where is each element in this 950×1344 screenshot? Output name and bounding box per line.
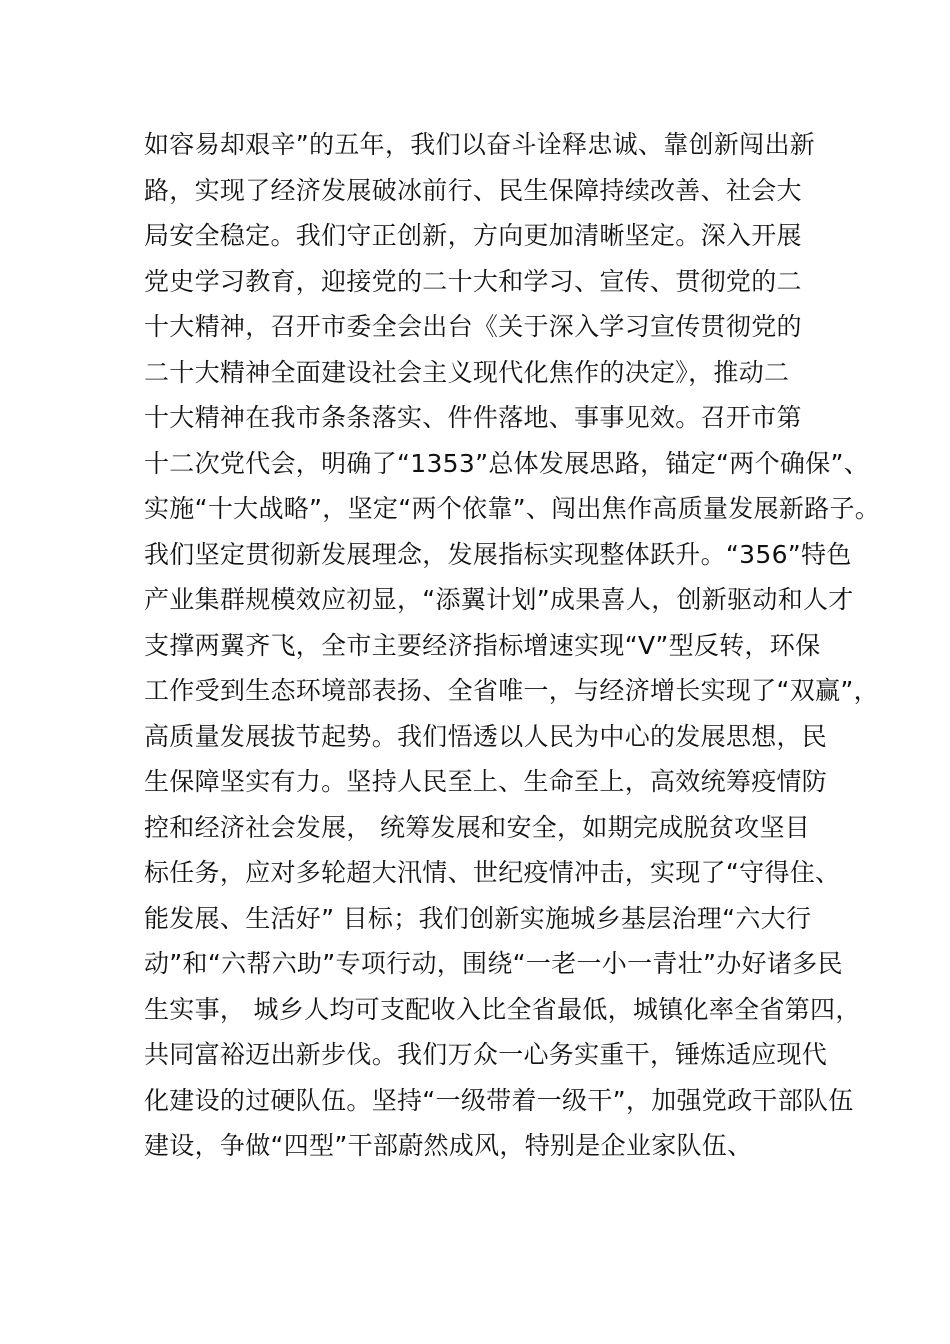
text-line: 生保障坚实有力。坚持人民至上、生命至上，高效统筹疫情防 [144,767,828,796]
text-line: 标任务，应对多轮超大汛情、世纪疫情冲击，实现了“守得住、 [144,858,841,887]
text-line: 十大精神在我市条条落实、件件落地、事事见效。召开市第 [144,403,802,432]
text-line: 化建设的过硬队伍。坚持“一级带着一级干”，加强党政干部队伍 [144,1085,854,1115]
text-line: 支撑两翼齐飞，全市主要经济指标增速实现“V”型反转，环保 [144,630,821,660]
text-line: 生实事， 城乡人均可支配收入比全省最低，城镇化率全省第四， [144,994,861,1024]
text-line: 共同富裕迈出新步伐。我们万众一心务实重干，锤炼适应现代 [144,1040,828,1069]
text-line: 建设，争做“四型”干部蔚然成风，特别是企业家队伍、 [144,1131,753,1160]
text-line: 工作受到生态环境部表扬、全省唯一，与经济增长实现了“双赢”， [144,676,879,705]
text-line: 局安全稳定。我们守正创新，方向更加清晰坚定。深入开展 [144,221,802,250]
text-line: 二十大精神全面建设社会主义现代化焦作的决定》，推动二 [144,357,790,387]
text-line: 动”和“六帮六助”专项行动，围绕“一老一小一青壮”办好诸多民 [144,949,843,978]
text-line: 党史学习教育，迎接党的二十大和学习、宣传、贯彻党的二 [144,266,802,296]
text-line: 产业集群规模效应初显，“添翼计划”成果喜人，创新驱动和人才 [144,585,854,614]
text-line: 我们坚定贯彻新发展理念，发展指标实现整体跃升。“356”特色 [144,539,852,569]
text-line: 如容易却艰辛”的五年，我们以奋斗诠释忠诚、靠创新闯出新 [144,130,816,159]
text-line: 高质量发展拔节起势。我们悟透以人民为中心的发展思想，民 [144,721,828,751]
text-line: 实施“十大战略”，坚定“两个依靠”、闯出焦作高质量发展新路子。 [144,494,881,523]
body-text [144,122,881,1169]
text-line: 路，实现了经济发展破冰前行、民生保障持续改善、社会大 [144,175,802,205]
text-line: 十大精神，召开市委全会出台《关于深入学习宣传贯彻党的 [144,312,802,341]
text-line: 能发展、生活好” 目标；我们创新实施城乡基层治理“六大行 [144,903,812,933]
text-line: 十二次党代会，明确了“1353”总体发展思路，锚定“两个确保”、 [144,448,870,478]
text-line: 控和经济社会发展， 统筹发展和安全，如期完成脱贫攻坚目 [144,812,811,842]
